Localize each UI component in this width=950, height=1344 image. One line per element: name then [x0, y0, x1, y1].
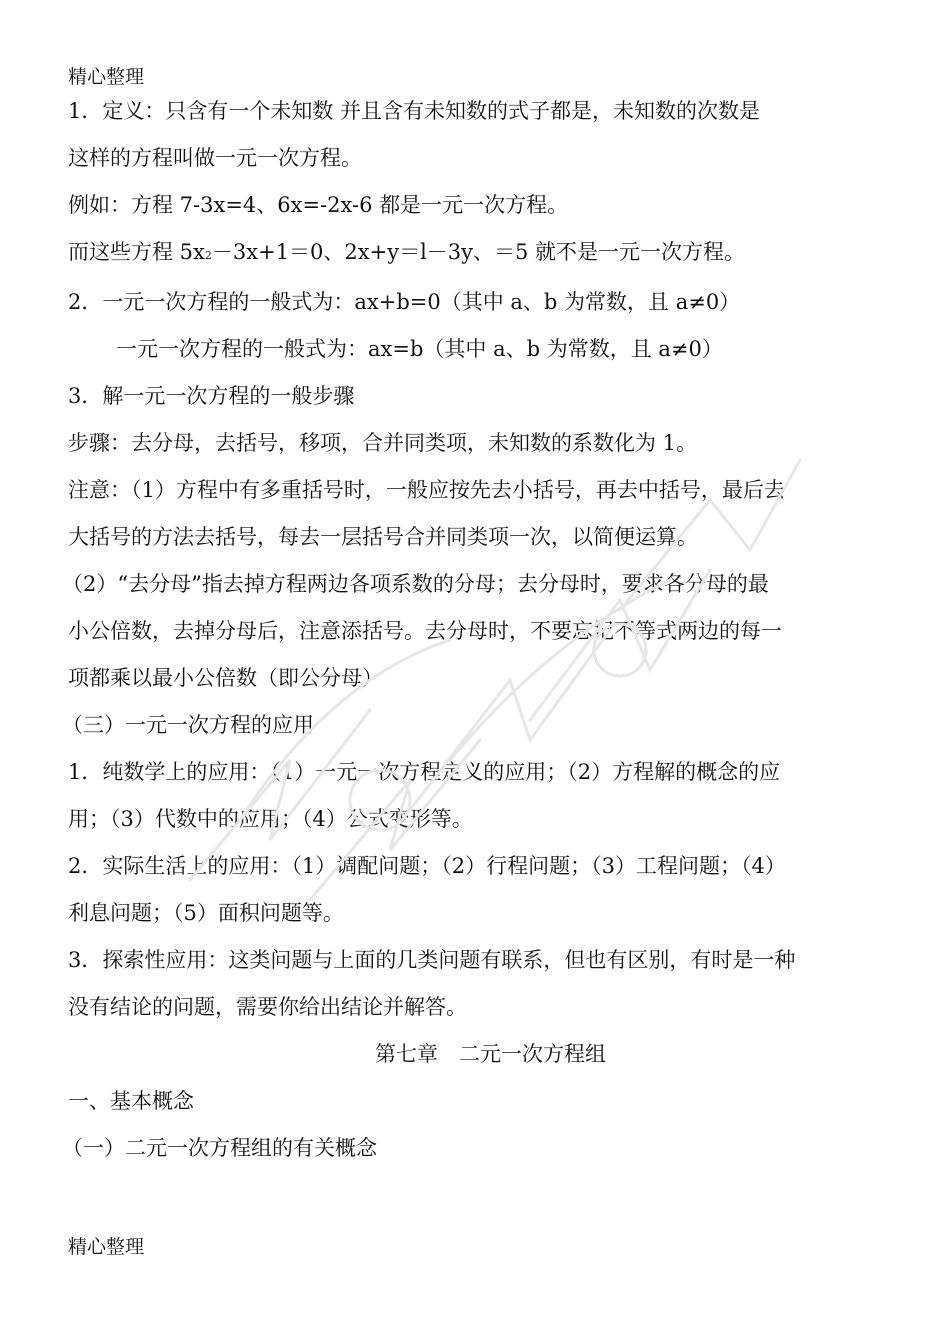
example-line: 例如：方程 7-3x=4、6x=-2x-6 都是一元一次方程。 [68, 193, 569, 217]
page-header-mark: 精心整理 [68, 66, 145, 88]
exponent-superscript: 2 [204, 249, 212, 262]
practical-application-line-1: 2．实际生活上的应用：（1）调配问题；（2）行程问题；（3）工程问题；（4） [68, 854, 786, 878]
document-body [62, 88, 883, 1172]
subsection-heading: （一）二元一次方程组的有关概念 [62, 1136, 377, 1160]
general-form-line: 2．一元一次方程的一般式为：ax+b=0（其中 a、b 为常数，且 a≠0） [68, 290, 741, 314]
definition-line-1: 1．定义：只含有一个未知数 并且含有未知数的式子都是，未知数的次数是 [68, 99, 761, 123]
section-heading: 一、基本概念 [68, 1089, 194, 1113]
note2-line-1: （2）“去分母”指去掉方程两边各项系数的分母；去分母时，要求各分母的最 [62, 572, 769, 596]
note2-line-2: 小公倍数，去掉分母后，注意添括号。去分母时，不要忘记不等式两边的每一 [68, 619, 782, 643]
exploratory-application-line-1: 3．探索性应用：这类问题与上面的几类问题有联系，但也有区别，有时是一种 [68, 948, 796, 972]
application-heading: （三）一元一次方程的应用 [62, 713, 314, 737]
math-application-line-2: 用；（3）代数中的应用；（4）公式变形等。 [68, 807, 473, 831]
note-line-2: 大括号的方法去括号，每去一层括号合并同类项一次，以简便运算。 [68, 525, 698, 549]
exploratory-application-line-2: 没有结论的问题，需要你给出结论并解答。 [68, 995, 467, 1019]
steps-line: 步骤：去分母，去括号，移项，合并同类项，未知数的系数化为 1。 [68, 431, 698, 455]
counter-example-part-1: 而这些方程 5x [68, 240, 205, 264]
chapter-title: 第七章 二元一次方程组 [375, 1042, 606, 1066]
definition-line-2: 这样的方程叫做一元一次方程。 [68, 146, 362, 170]
counter-example-line [68, 229, 883, 279]
practical-application-line-2: 利息问题；（5）面积问题等。 [68, 901, 344, 925]
note2-line-3: 项都乘以最小公倍数（即公分母） [68, 666, 383, 690]
general-form-alt-line: 一元一次方程的一般式为：ax=b（其中 a、b 为常数，且 a≠0） [116, 337, 723, 361]
counter-example-part-2: －3x+1＝0、2x+y＝l－3y、＝5 就不是一元一次方程。 [211, 240, 746, 264]
page-footer-mark: 精心整理 [68, 1236, 145, 1258]
note-line-1: 注意：（1）方程中有多重括号时，一般应按先去小括号，再去中括号，最后去 [68, 478, 785, 502]
math-application-line-1: 1．纯数学上的应用：（1）一元一次方程定义的应用；（2）方程解的概念的应 [68, 760, 781, 784]
solving-steps-heading: 3．解一元一次方程的一般步骤 [68, 384, 355, 408]
